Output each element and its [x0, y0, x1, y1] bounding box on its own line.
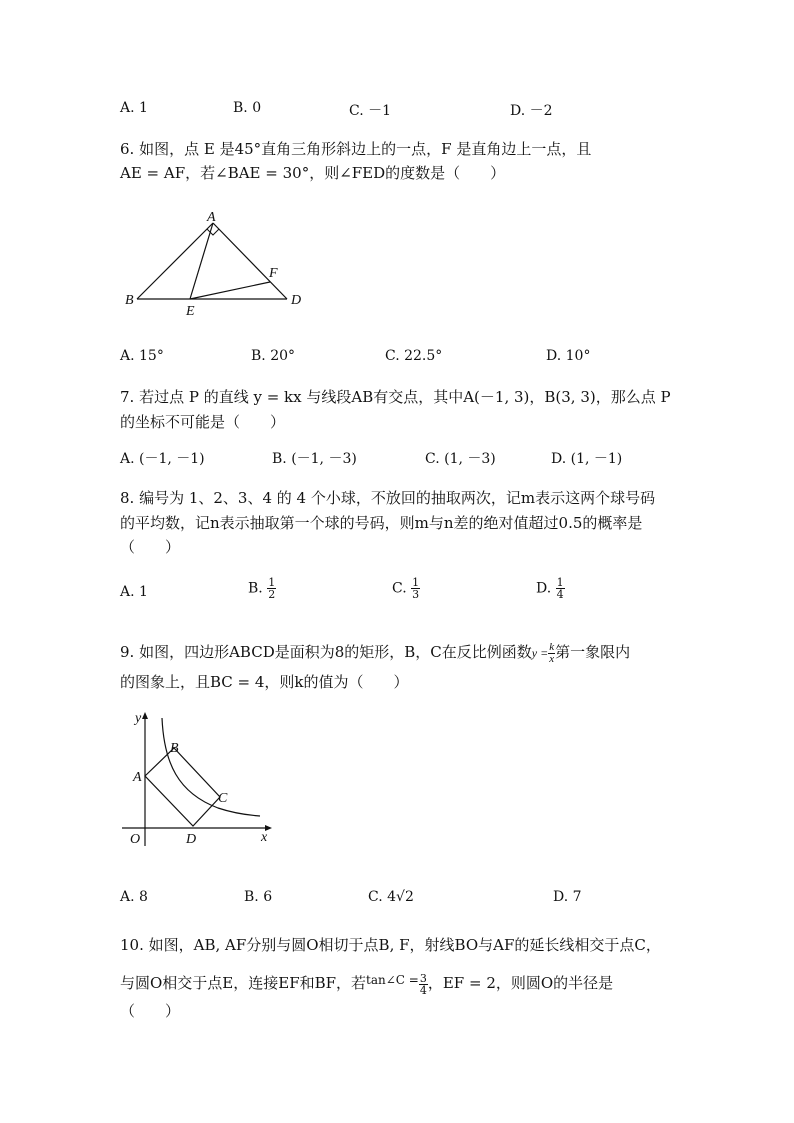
- q7-stem-line2: 的坐标不可能是（ ）: [120, 413, 286, 431]
- q9-option-d: D. 7: [553, 889, 582, 905]
- q7-option-a: A. (－1, －1): [120, 451, 205, 467]
- q9-label-c: C: [218, 791, 228, 806]
- q7-option-c: C. (1, －3): [425, 451, 496, 467]
- q9-option-b: B. 6: [244, 889, 273, 905]
- q6-label-f: F: [269, 266, 278, 281]
- q6-stem-line2: AE = AF，若∠BAE = 30°，则∠FED的度数是（ ）: [120, 164, 506, 182]
- q6-label-b: B: [125, 293, 134, 308]
- q9-label-o: O: [130, 832, 141, 847]
- q10-stem-line3: （ ）: [120, 1002, 181, 1020]
- q9-label-b: B: [170, 741, 179, 756]
- q6-triangle-figure: [115, 205, 315, 320]
- q10-stem-line1: 10. 如图，AB, AF分别与圆O相切于点B, F，射线BO与AF的延长线相交于点C，: [120, 936, 661, 954]
- q5-option-b: B. 0: [233, 100, 262, 116]
- q8-stem-line3: （ ）: [120, 538, 181, 556]
- q6-label-a: A: [207, 210, 216, 225]
- q6-label-d: D: [291, 293, 302, 308]
- q9-label-a: A: [133, 770, 142, 785]
- q6-option-c: C. 22.5°: [385, 348, 443, 364]
- q9-option-a: A. 8: [120, 889, 148, 905]
- q7-stem-line1: 7. 若过点 P 的直线 y = kx 与线段AB有交点，其中A(－1, 3)，B(3, 3)，那么点 P: [120, 388, 671, 406]
- q8-stem-line2: 的平均数，记n表示抽取第一个球的号码，则m与n差的绝对值超过0.5的概率是: [120, 514, 643, 532]
- q9-label-x: x: [261, 830, 268, 845]
- q6-option-b: B. 20°: [251, 348, 296, 364]
- q8-option-b: B. $\frac{1}{2}$: [248, 576, 276, 601]
- q9-stem-line2: 的图象上，且BC = 4，则k的值为（ ）: [120, 673, 409, 691]
- q8-option-c: C. $\frac{1}{3}$: [392, 576, 420, 601]
- q9-label-y: y: [135, 711, 142, 726]
- q9-label-d: D: [186, 832, 197, 847]
- q10-stem-line2: 与圆O相交于点E，连接EF和BF，若$^{tan\angle C =}$ $\frac{3}{4}$ ，EF = 2，则圆O的半径是: [120, 971, 614, 997]
- q9-coordinate-figure: [118, 708, 278, 848]
- q6-option-a: A. 15°: [120, 348, 164, 364]
- q8-option-a: A. 1: [120, 584, 148, 600]
- q6-stem-line1: 6. 如图，点 E 是45°直角三角形斜边上的一点，F 是直角边上一点，且: [120, 140, 592, 158]
- q6-label-e: E: [186, 304, 195, 319]
- q9-option-c: C. 4√2: [368, 889, 414, 905]
- q8-stem-line1: 8. 编号为 1、2、3、4 的 4 个小球，不放回的抽取两次，记m表示这两个球号码: [120, 489, 656, 507]
- q7-option-b: B. (－1, －3): [272, 451, 357, 467]
- q5-option-d: D. －2: [510, 103, 553, 119]
- q6-option-d: D. 10°: [546, 348, 591, 364]
- q8-option-d: D. $\frac{1}{4}$: [536, 576, 564, 601]
- q7-option-d: D. (1, －1): [551, 451, 623, 467]
- q9-stem-line1: 9. 如图，四边形ABCD是面积为8的矩形，B，C在反比例函数y = $\frac{k}{x}$ 第一象限内: [120, 640, 631, 665]
- q5-option-c: C. －1: [349, 103, 392, 119]
- q5-option-a: A. 1: [120, 100, 148, 116]
